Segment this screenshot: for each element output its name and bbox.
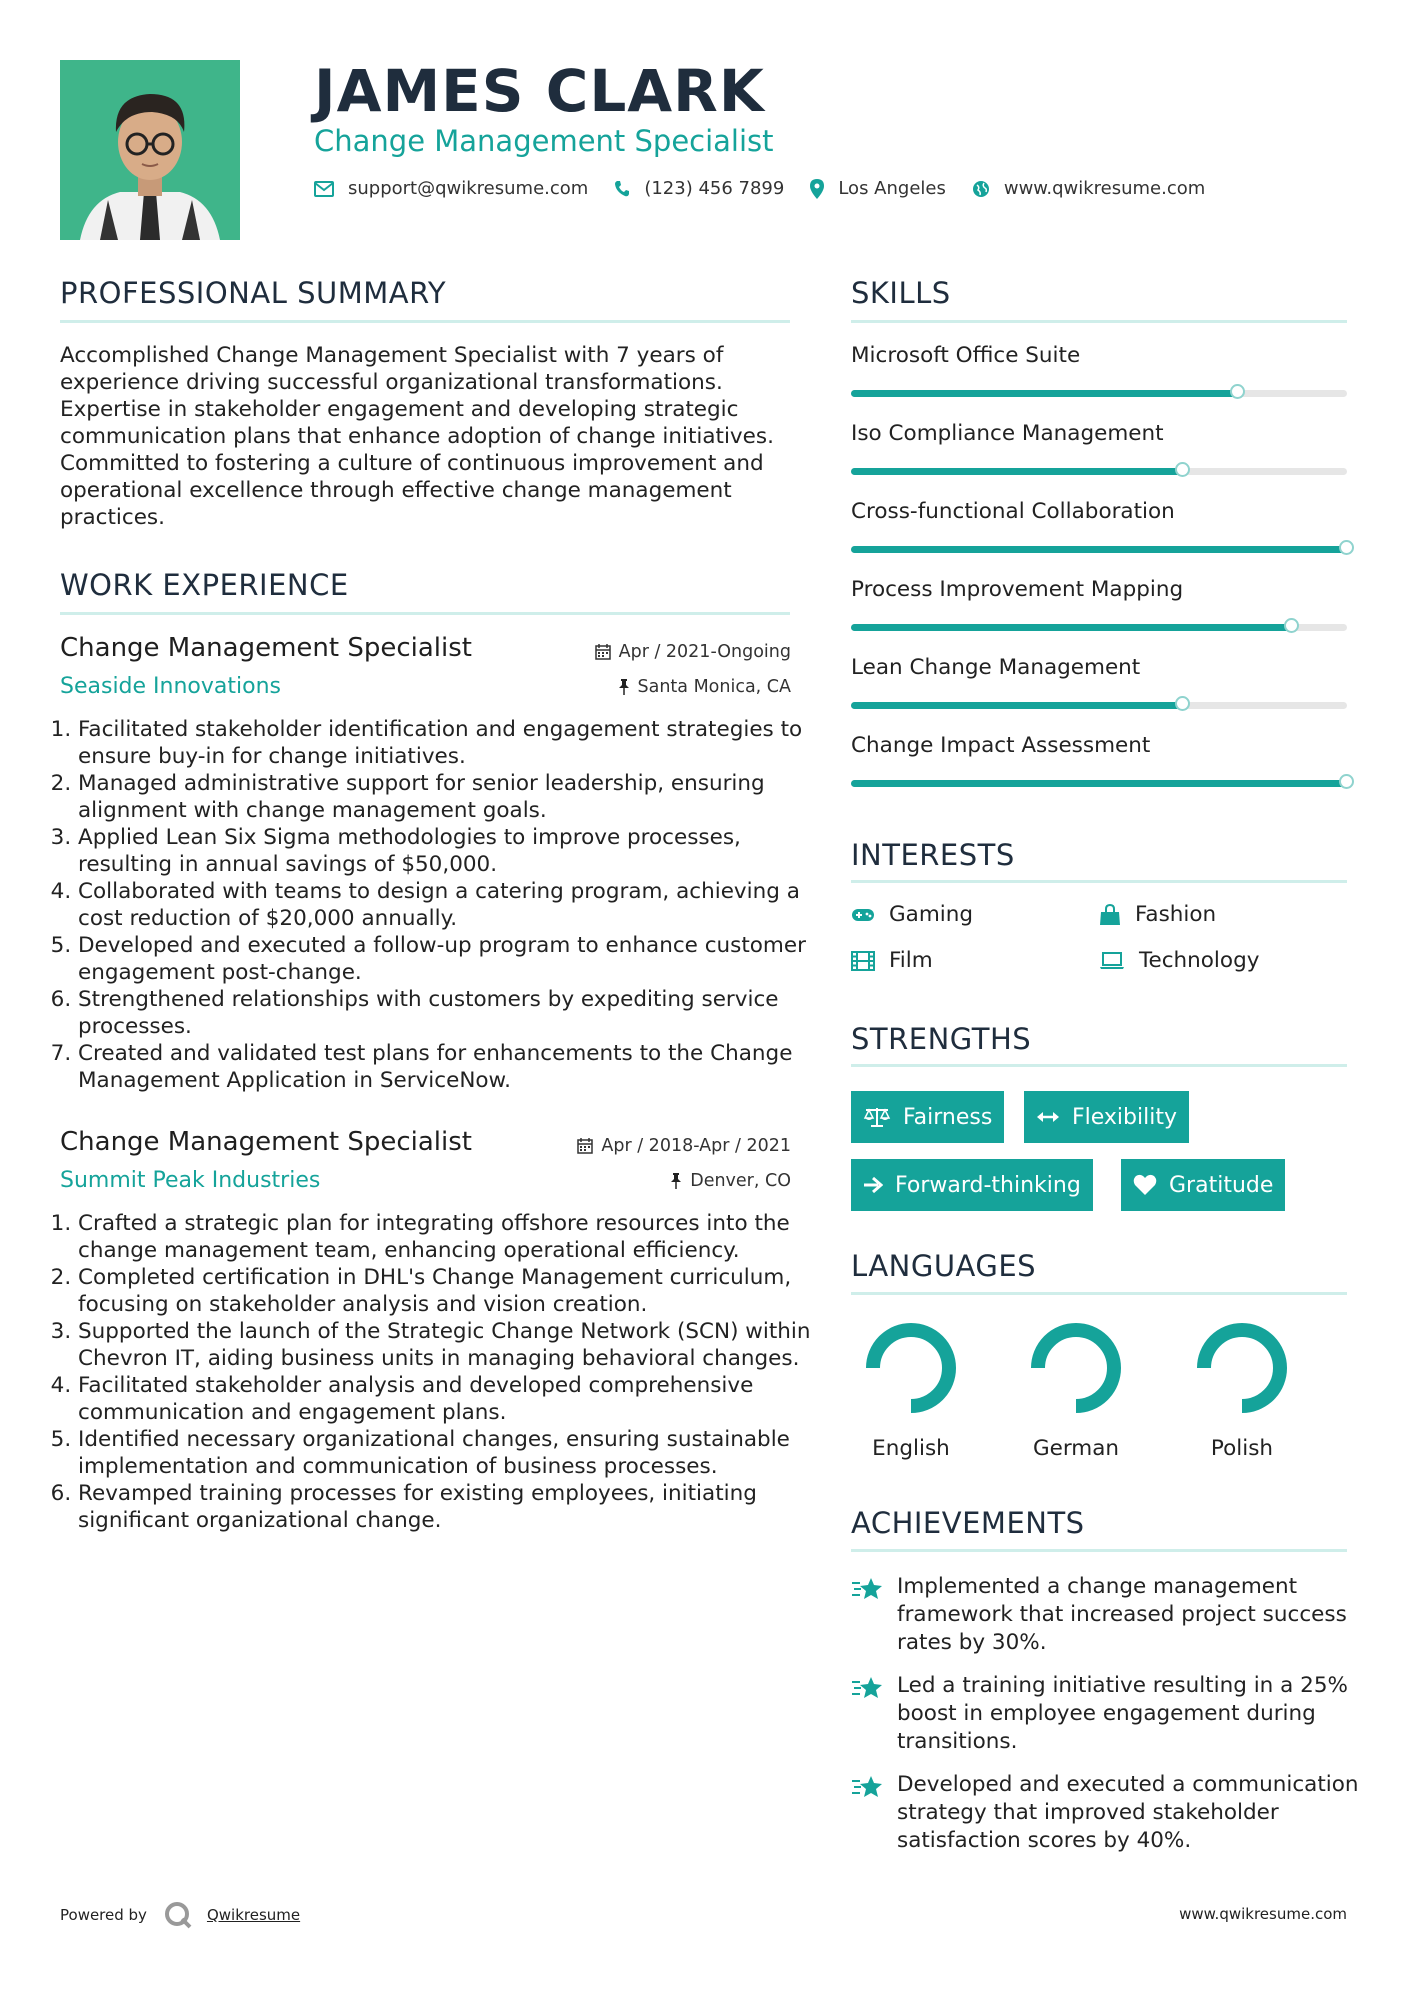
skill-bar-3	[851, 546, 1347, 553]
strength-badge-fairness	[851, 1091, 1004, 1143]
powered-by-text: Powered by	[60, 1906, 147, 1924]
job-title-1: Change Management Specialist	[60, 633, 472, 663]
list-item: 4. Collaborated with teams to design a catering program, achieving a cost reduction of $20,000 annually.	[78, 878, 818, 932]
shooting-star-icon	[851, 1773, 885, 1801]
interest-label: Fashion	[1135, 902, 1217, 927]
arrow-right-icon	[863, 1176, 883, 1194]
skill-bar-fill	[851, 546, 1347, 553]
email-text: support@qwikresume.com	[348, 178, 589, 199]
interests-heading: INTERESTS	[851, 838, 1015, 872]
experience-divider	[60, 612, 790, 615]
footer-url[interactable]: www.qwikresume.com	[1179, 1905, 1347, 1923]
strength-badge-gratitude	[1121, 1159, 1285, 1211]
summary-divider	[60, 320, 790, 323]
interest-label: Technology	[1139, 948, 1260, 973]
list-item: 5. Developed and executed a follow-up program to enhance customer engagement post-change.	[78, 932, 818, 986]
job-location-text-1: Santa Monica, CA	[637, 677, 791, 697]
phone-text: (123) 456 7899	[644, 178, 785, 199]
job-dates-2	[577, 1136, 791, 1156]
achievement-item-2	[851, 1672, 1361, 1756]
candidate-name: JAMES CLARK	[314, 57, 765, 125]
list-item: 6. Strengthened relationships with customers by expediting service processes.	[78, 986, 818, 1040]
skills-divider	[851, 320, 1347, 323]
skill-bar-1	[851, 390, 1347, 397]
skill-bar-fill	[851, 624, 1292, 631]
list-item: 1. Facilitated stakeholder identification and engagement strategies to ensure buy-in for change initiatives.	[78, 716, 818, 770]
calendar-icon	[595, 644, 611, 660]
interest-label: Gaming	[889, 902, 974, 927]
list-item: 6. Revamped training processes for existing employees, initiating significant organizational change.	[78, 1480, 818, 1534]
website-text: www.qwikresume.com	[1003, 178, 1206, 199]
skill-label-2: Iso Compliance Management	[851, 421, 1164, 446]
skill-bar-4	[851, 624, 1347, 631]
skill-bar-knob	[1175, 696, 1190, 711]
strength-label: Gratitude	[1169, 1172, 1274, 1198]
job-dates-text-2: Apr / 2018-Apr / 2021	[601, 1136, 791, 1156]
language-ring	[861, 1318, 961, 1418]
list-item: 4. Facilitated stakeholder analysis and developed comprehensive communication and engagement plans.	[78, 1372, 818, 1426]
strengths-divider	[851, 1064, 1347, 1067]
language-german	[1011, 1318, 1141, 1461]
language-label: Polish	[1210, 1436, 1274, 1461]
job-company-2: Summit Peak Industries	[60, 1168, 321, 1193]
qwikresume-logo-icon	[163, 1900, 193, 1930]
strength-label: Forward-thinking	[895, 1172, 1081, 1198]
interest-gaming	[851, 902, 973, 927]
skill-bar-knob	[1284, 618, 1299, 633]
balance-scale-icon	[863, 1106, 891, 1128]
achievements-divider	[851, 1549, 1347, 1552]
job-company-1: Seaside Innovations	[60, 674, 281, 699]
brand-link[interactable]: Qwikresume	[206, 1906, 301, 1924]
candidate-title: Change Management Specialist	[314, 124, 774, 158]
job-location-text-2: Denver, CO	[690, 1171, 791, 1191]
languages-heading: LANGUAGES	[851, 1249, 1037, 1283]
film-icon	[851, 951, 875, 971]
language-ring	[1192, 1318, 1292, 1418]
strength-badge-forward-thinking	[851, 1159, 1093, 1211]
experience-heading: WORK EXPERIENCE	[60, 568, 349, 602]
strength-label: Fairness	[903, 1104, 993, 1130]
skill-bar-2	[851, 468, 1347, 475]
language-ring	[1026, 1318, 1126, 1418]
phone-icon	[614, 180, 630, 198]
languages-divider	[851, 1292, 1347, 1295]
language-polish	[1177, 1318, 1307, 1461]
job-duties-2	[50, 1210, 818, 1534]
job-duties-1	[50, 716, 818, 1094]
language-label: English	[872, 1436, 950, 1461]
interest-fashion	[1099, 902, 1216, 927]
interest-film	[851, 948, 933, 973]
skill-label-3: Cross-functional Collaboration	[851, 499, 1175, 524]
skill-label-1: Microsoft Office Suite	[851, 343, 1081, 368]
job-location-2	[670, 1171, 791, 1191]
summary-heading: PROFESSIONAL SUMMARY	[60, 276, 447, 310]
achievement-item-3	[851, 1771, 1361, 1855]
arrows-horizontal-icon	[1036, 1110, 1060, 1124]
list-item: 7. Created and validated test plans for enhancements to the Change Management Application in ServiceNow.	[78, 1040, 818, 1094]
laptop-icon	[1099, 952, 1125, 970]
location-text: Los Angeles	[838, 178, 946, 199]
skill-label-4: Process Improvement Mapping	[851, 577, 1184, 602]
skill-bar-fill	[851, 780, 1347, 787]
achievement-item-1	[851, 1573, 1361, 1657]
list-item: 2. Managed administrative support for senior leadership, ensuring alignment with change management goals.	[78, 770, 818, 824]
list-item: 2. Completed certification in DHL's Change Management curriculum, focusing on stakeholder analysis and vision creation.	[78, 1264, 818, 1318]
shooting-star-icon	[851, 1575, 885, 1603]
skill-label-5: Lean Change Management	[851, 655, 1141, 680]
strengths-heading: STRENGTHS	[851, 1022, 1032, 1056]
shooting-star-icon	[851, 1674, 885, 1702]
interest-label: Film	[889, 948, 933, 973]
contact-email[interactable]	[314, 178, 588, 199]
contact-bar	[314, 178, 1231, 199]
language-label: German	[1032, 1436, 1120, 1461]
skill-bar-fill	[851, 702, 1183, 709]
interest-technology	[1099, 948, 1259, 973]
envelope-icon	[314, 181, 334, 197]
strength-label: Flexibility	[1072, 1104, 1177, 1130]
skill-bar-knob	[1339, 540, 1354, 555]
job-location-1	[618, 677, 792, 697]
achievements-heading: ACHIEVEMENTS	[851, 1506, 1085, 1540]
heart-icon	[1133, 1174, 1157, 1196]
contact-phone[interactable]	[614, 178, 784, 199]
pushpin-icon	[618, 679, 630, 695]
language-english	[846, 1318, 976, 1461]
skill-bar-knob	[1339, 774, 1354, 789]
gamepad-icon	[851, 907, 875, 923]
list-item: 3. Supported the launch of the Strategic Change Network (SCN) within Chevron IT, aiding business units in managing behavioral changes.	[78, 1318, 818, 1372]
shopping-bag-icon	[1099, 904, 1121, 926]
achievement-text: Implemented a change management framework that increased project success rates by 30%.	[897, 1574, 1347, 1655]
pushpin-icon	[670, 1173, 682, 1189]
skill-bar-fill	[851, 468, 1183, 475]
skill-label-6: Change Impact Assessment	[851, 733, 1151, 758]
skills-heading: SKILLS	[851, 276, 951, 310]
list-item: 3. Applied Lean Six Sigma methodologies to improve processes, resulting in annual savings of $50,000.	[78, 824, 818, 878]
interests-divider	[851, 880, 1347, 883]
summary-text: Accomplished Change Management Specialist with 7 years of experience driving successful organizational transformations. Expertise in stakeholder engagement and developing strategic communication plans that enhance adoption of change initiatives. Committed to fostering a culture of continuous improvement and operational excellence through effective change management practices.	[60, 343, 774, 530]
list-item: 5. Identified necessary organizational changes, ensuring sustainable implementation and communication of business processes.	[78, 1426, 818, 1480]
job-dates-1	[595, 642, 791, 662]
skill-bar-knob	[1230, 384, 1245, 399]
achievement-text: Led a training initiative resulting in a 25% boost in employee engagement during transitions.	[897, 1673, 1348, 1754]
skill-bar-6	[851, 780, 1347, 787]
skill-bar-fill	[851, 390, 1238, 397]
profile-photo	[60, 60, 240, 240]
list-item: 1. Crafted a strategic plan for integrating offshore resources into the change management team, enhancing operational efficiency.	[78, 1210, 818, 1264]
footer-powered-by	[60, 1900, 300, 1930]
strength-badge-flexibility	[1024, 1091, 1189, 1143]
contact-website[interactable]	[972, 178, 1205, 199]
map-marker-icon	[810, 179, 824, 199]
contact-location	[810, 178, 946, 199]
globe-icon	[972, 180, 990, 198]
job-title-2: Change Management Specialist	[60, 1127, 472, 1157]
skill-bar-knob	[1175, 462, 1190, 477]
job-dates-text-1: Apr / 2021-Ongoing	[618, 642, 791, 662]
skill-bar-5	[851, 702, 1347, 709]
calendar-icon	[577, 1138, 593, 1154]
achievement-text: Developed and executed a communication strategy that improved stakeholder satisfaction scores by 40%.	[897, 1772, 1359, 1853]
